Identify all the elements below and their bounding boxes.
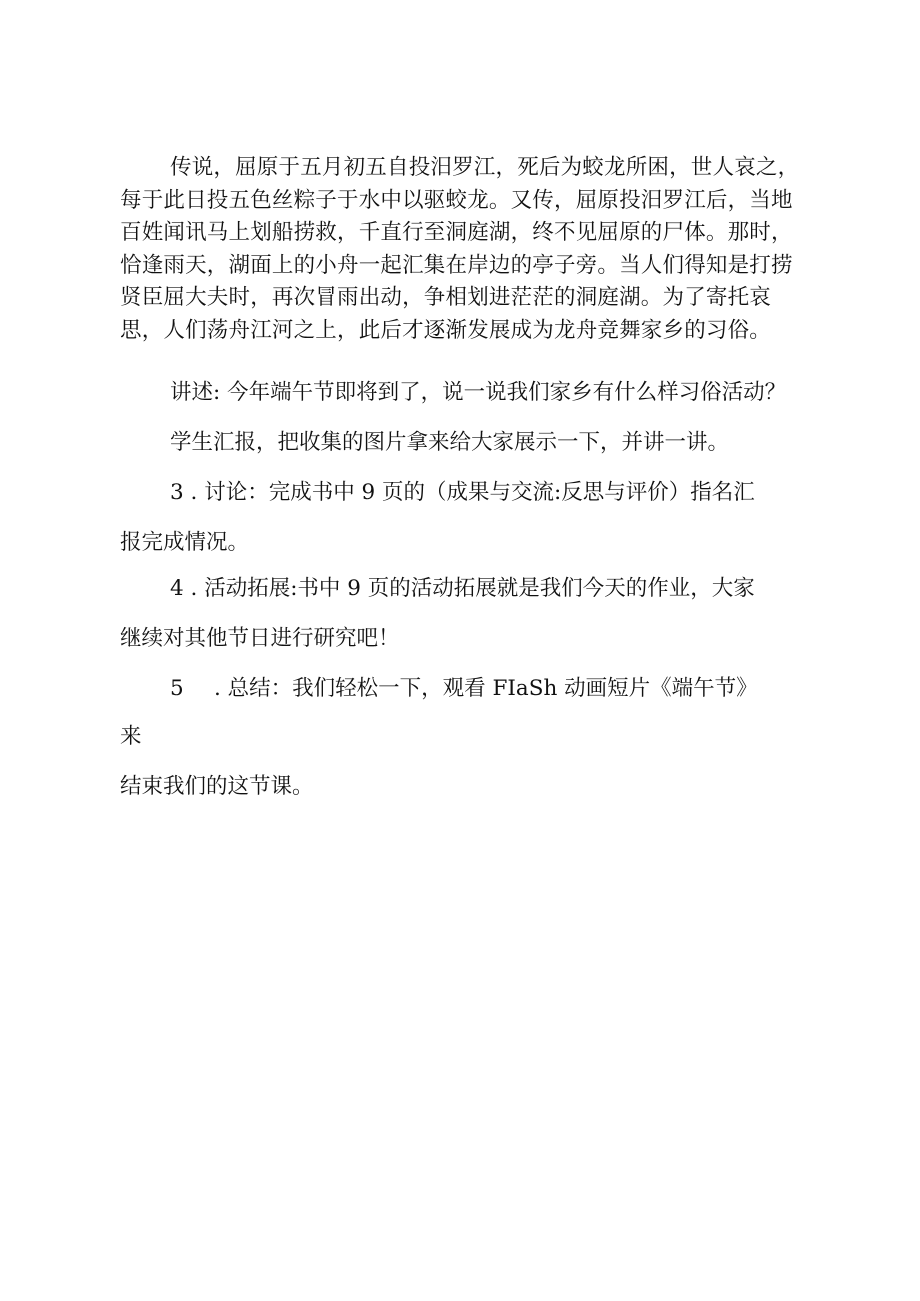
student-report-line: 学生汇报，把收集的图片拿来给大家展示一下，并讲一讲。	[170, 430, 730, 455]
item3-number: 3	[170, 480, 184, 505]
item5-line1	[170, 674, 758, 704]
item5-line2: 来	[120, 724, 142, 749]
item4-text: . 活动拓展:书中 9 页的活动拓展就是我们今天的作业，大家	[183, 576, 755, 601]
item4-line1	[170, 574, 755, 604]
item4-number: 4	[170, 576, 184, 601]
item3-line1	[170, 478, 755, 508]
item4-line2: 继续对其他节日进行研究吧！	[120, 626, 400, 651]
item5-number: 5	[170, 676, 184, 701]
legend-paragraph: 传说，屈原于五月初五自投汨罗江，死后为蛟龙所困，世人哀之，每于此日投五色丝粽子于水中以驱蛟龙。又传，屈原投汨罗江后，当地百姓闻讯马上划船捞救，千直行至洞庭湖，终不见屈原的尸体。那时，恰逢雨天，湖面上的小舟一起汇集在岸边的亭子旁。当人们得知是打捞贤臣屈大夫时，再次冒雨出动，争相划进茫茫的洞庭湖。为了寄托哀思，人们荡舟江河之上，此后才逐渐发展成为龙舟竞舞家乡的习俗。	[120, 155, 800, 343]
item5-text: . 总结：我们轻松一下，观看 FIaSh 动画短片《端午节》	[214, 676, 758, 701]
item3-line2: 报完成情况。	[120, 530, 250, 555]
item3-text: . 讨论：完成书中 9 页的（成果与交流:反思与评价）指名汇	[183, 480, 755, 505]
narration-line: 讲述: 今年端午节即将到了，说一说我们家乡有什么样习俗活动？	[170, 380, 787, 405]
item5-line3: 结束我们的这节课。	[120, 774, 314, 799]
